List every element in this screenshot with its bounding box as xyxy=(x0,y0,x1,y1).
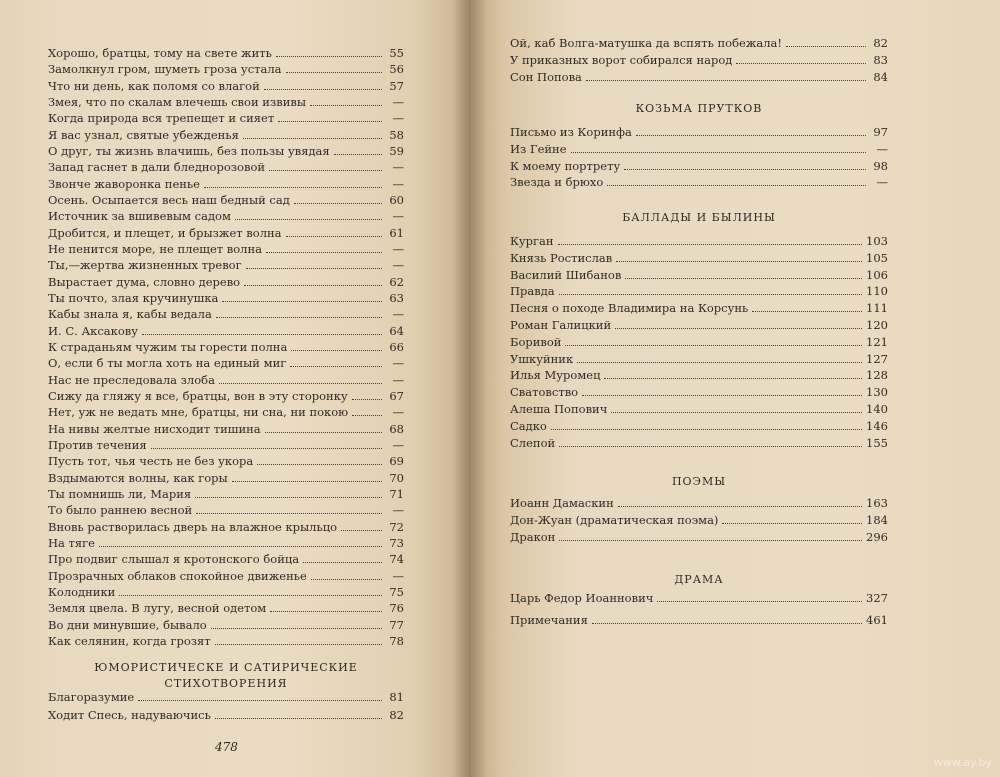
toc-leader-dots xyxy=(592,613,862,624)
toc-entry xyxy=(510,250,888,267)
toc-entry-title: К моему портрету xyxy=(510,159,621,173)
toc-leader-dots xyxy=(311,569,382,580)
toc-entry-page: — xyxy=(392,258,404,272)
toc-entry-title: Иоанн Дамаскин xyxy=(510,496,614,510)
toc-entry-page: — xyxy=(392,177,404,191)
toc-entry xyxy=(510,512,888,529)
toc-entry xyxy=(48,486,404,503)
toc-entry-title: Запад гаснет в дали бледнорозовой xyxy=(48,160,266,174)
toc-entry xyxy=(48,404,404,421)
toc-entry-title: И. С. Аксакову xyxy=(48,324,138,338)
toc-entry-title: Правда xyxy=(510,284,555,298)
toc-entry xyxy=(48,470,404,487)
toc-entry-title: У приказных ворот собирался народ xyxy=(510,53,733,67)
toc-leader-dots xyxy=(582,385,862,396)
toc-entry-title: Примечания xyxy=(510,613,588,627)
toc-leader-dots xyxy=(607,175,866,186)
toc-entry-page: 71 xyxy=(389,487,404,501)
toc-entry xyxy=(48,78,404,95)
toc-entry xyxy=(48,110,404,127)
toc-leader-dots xyxy=(195,487,382,498)
toc-entry xyxy=(510,495,888,512)
toc-entry-page: 296 xyxy=(866,530,888,544)
toc-entry-page: — xyxy=(392,160,404,174)
toc-leader-dots xyxy=(264,79,382,90)
toc-entry-title: Пусть тот, чья честь не без укора xyxy=(48,454,254,468)
toc-leader-dots xyxy=(196,503,382,514)
toc-entry-title: Вырастает дума, словно дерево xyxy=(48,275,241,289)
toc-entry-title: Князь Ростислав xyxy=(510,251,613,265)
toc-entry-page: 59 xyxy=(389,144,404,158)
toc-entry-page: — xyxy=(392,503,404,517)
watermark: www.ay.by xyxy=(933,756,992,769)
toc-leader-dots xyxy=(551,419,862,430)
toc-leader-dots xyxy=(286,62,382,73)
toc-entry-title: К страданьям чужим ты горести полна xyxy=(48,340,288,354)
left-page xyxy=(0,0,470,777)
toc-leader-dots xyxy=(657,591,862,602)
toc-entry-page: — xyxy=(392,209,404,223)
toc-entry-title: Прозрачных облаков спокойное движенье xyxy=(48,569,307,583)
toc-entry-page: 105 xyxy=(866,251,888,265)
toc-leader-dots xyxy=(577,352,862,363)
toc-entry-page: 76 xyxy=(389,601,404,615)
toc-leader-dots xyxy=(604,368,862,379)
toc-entry-page: 184 xyxy=(866,513,888,527)
toc-entry xyxy=(510,612,888,629)
toc-entry-page: 69 xyxy=(389,454,404,468)
toc-leader-dots xyxy=(244,275,382,286)
toc-leader-dots xyxy=(616,251,862,262)
toc-entry xyxy=(48,306,404,323)
toc-leader-dots xyxy=(211,618,382,629)
toc-entry-page: 81 xyxy=(389,690,404,704)
toc-entry-title: Колодники xyxy=(48,585,116,599)
toc-entry xyxy=(510,124,888,141)
toc-entry-page: 146 xyxy=(866,419,888,433)
toc-leader-dots xyxy=(222,291,382,302)
toc-leader-dots xyxy=(559,530,862,541)
toc-entry-title: Вновь растворилась дверь на влажное крыльцо xyxy=(48,520,338,534)
toc-leader-dots xyxy=(138,690,382,701)
toc-entry xyxy=(48,568,404,585)
toc-entry xyxy=(48,633,404,650)
toc-entry-title: Как селянин, когда грозят xyxy=(48,634,211,648)
toc-entry xyxy=(48,453,404,470)
toc-entry xyxy=(48,339,404,356)
toc-entry xyxy=(510,141,888,158)
toc-entry-page: 111 xyxy=(866,301,888,315)
toc-entry-page: — xyxy=(392,111,404,125)
toc-entry-title: Против течения xyxy=(48,438,147,452)
toc-entry-page: 78 xyxy=(389,634,404,648)
toc-leader-dots xyxy=(243,128,382,139)
toc-entry-page: — xyxy=(876,142,888,156)
toc-entry-title: Про подвиг слышал я кротонского бойца xyxy=(48,552,300,566)
toc-entry-page: 70 xyxy=(389,471,404,485)
toc-leader-dots xyxy=(215,634,382,645)
toc-entry xyxy=(48,323,404,340)
section-heading-line: ЮМОРИСТИЧЕСКЕ И САТИРИЧЕСКИЕ xyxy=(94,661,358,674)
toc-entry xyxy=(48,584,404,601)
toc-entry-title: Источник за вшивевым садом xyxy=(48,209,231,223)
toc-entry xyxy=(48,159,404,176)
toc-entry xyxy=(48,689,404,706)
toc-entry-page: 56 xyxy=(389,62,404,76)
toc-entry xyxy=(48,290,404,307)
section-heading: КОЗЬМА ПРУТКОВ xyxy=(635,102,763,115)
toc-entry xyxy=(48,600,404,617)
toc-entry xyxy=(48,707,404,724)
toc-entry-title: Звонче жаворонка пенье xyxy=(48,177,200,191)
toc-entry-title: Сон Попова xyxy=(510,70,582,84)
toc-entry-title: Дон-Жуан (драматическая поэма) xyxy=(510,513,719,527)
toc-entry-title: Письмо из Коринфа xyxy=(510,125,632,139)
toc-entry-title: Осень. Осыпается весь наш бедный сад xyxy=(48,193,290,207)
toc-leader-dots xyxy=(204,177,382,188)
toc-leader-dots xyxy=(119,585,382,596)
toc-entry-title: Песня о походе Владимира на Корсунь xyxy=(510,301,749,315)
toc-entry-page: 57 xyxy=(389,79,404,93)
toc-leader-dots xyxy=(246,258,382,269)
toc-leader-dots xyxy=(269,160,382,171)
toc-entry-title: Ты помнишь ли, Мария xyxy=(48,487,192,501)
toc-leader-dots xyxy=(216,307,382,318)
toc-entry xyxy=(48,241,404,258)
toc-entry xyxy=(48,617,404,634)
toc-entry-title: То было раннею весной xyxy=(48,503,193,517)
toc-leader-dots xyxy=(99,536,382,547)
toc-entry-page: 130 xyxy=(866,385,888,399)
toc-entry-title: Курган xyxy=(510,234,554,248)
toc-entry xyxy=(48,45,404,62)
toc-entry-page: — xyxy=(392,356,404,370)
toc-entry-page: 77 xyxy=(389,618,404,632)
toc-entry-title: Дробится, и плещет, и брызжет волна xyxy=(48,226,282,240)
toc-leader-dots xyxy=(559,436,862,447)
toc-entry-title: Алеша Попович xyxy=(510,402,608,416)
toc-entry-title: О, если б ты могла хоть на единый миг xyxy=(48,356,287,370)
toc-entry-title: Хорошо, братцы, тому на свете жить xyxy=(48,46,272,60)
toc-leader-dots xyxy=(219,373,382,384)
toc-entry-page: 82 xyxy=(873,36,888,50)
toc-entry-page: 72 xyxy=(389,520,404,534)
toc-entry-page: 327 xyxy=(866,591,888,605)
toc-entry xyxy=(510,590,888,607)
toc-leader-dots xyxy=(341,520,382,531)
toc-entry xyxy=(48,551,404,568)
toc-entry xyxy=(48,274,404,291)
toc-leader-dots xyxy=(624,159,866,170)
toc-entry xyxy=(510,158,888,175)
toc-entry xyxy=(510,174,888,191)
toc-entry-page: 127 xyxy=(866,352,888,366)
toc-entry-page: 83 xyxy=(873,53,888,67)
toc-leader-dots xyxy=(736,53,866,64)
section-heading: БАЛЛАДЫ И БЫЛИНЫ xyxy=(622,211,776,224)
toc-entry xyxy=(48,176,404,193)
toc-entry-title: Вздымаются волны, как горы xyxy=(48,471,228,485)
toc-entry xyxy=(510,418,888,435)
toc-entry-title: Сватовство xyxy=(510,385,579,399)
toc-entry-page: — xyxy=(392,438,404,452)
toc-entry xyxy=(48,208,404,225)
toc-leader-dots xyxy=(571,142,866,153)
toc-entry-title: На тяге xyxy=(48,536,95,550)
toc-entry-title: Кабы знала я, кабы ведала xyxy=(48,307,212,321)
toc-leader-dots xyxy=(636,125,866,136)
toc-entry xyxy=(510,351,888,368)
toc-leader-dots xyxy=(266,242,382,253)
toc-entry xyxy=(48,519,404,536)
toc-entry-title: Земля цвела. В лугу, весной одетом xyxy=(48,601,267,615)
toc-entry xyxy=(510,233,888,250)
toc-entry-page: 140 xyxy=(866,402,888,416)
toc-leader-dots xyxy=(270,601,382,612)
toc-entry-page: 58 xyxy=(389,128,404,142)
toc-entry xyxy=(510,300,888,317)
toc-entry-title: Когда природа вся трепещет и сияет xyxy=(48,111,275,125)
toc-leader-dots xyxy=(558,234,862,245)
section-heading-humor xyxy=(48,660,404,692)
toc-entry-page: 64 xyxy=(389,324,404,338)
toc-entry-page: 461 xyxy=(866,613,888,627)
toc-entry-page: — xyxy=(392,307,404,321)
toc-entry-page: — xyxy=(392,95,404,109)
toc-entry-page: 67 xyxy=(389,389,404,403)
toc-leader-dots xyxy=(303,552,382,563)
toc-entry-title: Звезда и брюхо xyxy=(510,175,604,189)
toc-entry-page: 73 xyxy=(389,536,404,550)
toc-entry-title: Слепой xyxy=(510,436,556,450)
toc-leader-dots xyxy=(286,226,382,237)
toc-leader-dots xyxy=(142,324,382,335)
toc-leader-dots xyxy=(278,111,382,122)
toc-entry-page: — xyxy=(392,373,404,387)
toc-leader-dots xyxy=(291,340,382,351)
toc-entry-title: Царь Федор Иоаннович xyxy=(510,591,654,605)
toc-entry-title: Ушкуйник xyxy=(510,352,574,366)
toc-entry xyxy=(510,317,888,334)
toc-entry xyxy=(510,529,888,546)
toc-entry xyxy=(510,35,888,52)
toc-entry-title: Благоразумие xyxy=(48,690,135,704)
toc-entry xyxy=(48,437,404,454)
toc-leader-dots xyxy=(290,356,382,367)
toc-entry-page: 155 xyxy=(866,436,888,450)
toc-entry-page: 63 xyxy=(389,291,404,305)
toc-entry xyxy=(48,535,404,552)
toc-entry-page: 110 xyxy=(866,284,888,298)
toc-entry xyxy=(48,355,404,372)
toc-entry-title: Ты почто, злая кручинушка xyxy=(48,291,219,305)
toc-entry xyxy=(510,435,888,452)
toc-leader-dots xyxy=(752,301,862,312)
toc-leader-dots xyxy=(294,193,382,204)
page-number: 478 xyxy=(215,740,238,754)
toc-entry-title: Нас не преследовала злоба xyxy=(48,373,215,387)
toc-entry-page: 106 xyxy=(866,268,888,282)
toc-leader-dots xyxy=(611,402,862,413)
toc-entry xyxy=(510,401,888,418)
toc-entry-page: 66 xyxy=(389,340,404,354)
toc-entry xyxy=(510,52,888,69)
toc-leader-dots xyxy=(276,46,382,57)
toc-entry-title: Я вас узнал, святые убежденья xyxy=(48,128,239,142)
toc-entry xyxy=(510,283,888,300)
toc-entry-title: О друг, ты жизнь влачишь, без пользы увядая xyxy=(48,144,330,158)
toc-leader-dots xyxy=(352,389,382,400)
toc-entry-title: Что ни день, как поломя со влагой xyxy=(48,79,260,93)
toc-entry-page: — xyxy=(876,175,888,189)
toc-entry-page: 98 xyxy=(873,159,888,173)
toc-entry-title: Василий Шибанов xyxy=(510,268,622,282)
toc-entry-title: Змея, что по скалам влечешь свои извивы xyxy=(48,95,306,109)
toc-entry xyxy=(48,388,404,405)
toc-entry-title: Ой, каб Волга-матушка да вспять побежала! xyxy=(510,36,783,50)
toc-entry-title: Садко xyxy=(510,419,547,433)
toc-entry-page: 163 xyxy=(866,496,888,510)
toc-entry-page: 82 xyxy=(389,708,404,722)
toc-entry-title: Роман Галицкий xyxy=(510,318,612,332)
toc-entry xyxy=(48,502,404,519)
toc-entry xyxy=(48,421,404,438)
toc-entry xyxy=(48,143,404,160)
toc-entry-page: 128 xyxy=(866,368,888,382)
toc-leader-dots xyxy=(235,209,382,220)
toc-entry-page: — xyxy=(392,569,404,583)
toc-entry-page: 103 xyxy=(866,234,888,248)
toc-entry-title: Илья Муромец xyxy=(510,368,601,382)
toc-entry-page: 84 xyxy=(873,70,888,84)
toc-entry-page: 120 xyxy=(866,318,888,332)
toc-leader-dots xyxy=(615,318,862,329)
toc-entry-title: На нивы желтые нисходит тишина xyxy=(48,422,261,436)
toc-leader-dots xyxy=(151,438,382,449)
toc-entry-title: Замолкнул гром, шуметь гроза устала xyxy=(48,62,282,76)
toc-entry-page: 68 xyxy=(389,422,404,436)
toc-entry xyxy=(510,367,888,384)
toc-leader-dots xyxy=(265,422,382,433)
toc-entry-page: 62 xyxy=(389,275,404,289)
toc-entry-title: Сижу да гляжу я все, братцы, вон в эту сторонку xyxy=(48,389,348,403)
toc-leader-dots xyxy=(215,708,382,719)
toc-entry-title: Во дни минувшие, бывало xyxy=(48,618,207,632)
toc-leader-dots xyxy=(257,454,382,465)
toc-entry-title: Ходит Спесь, надуваючись xyxy=(48,708,211,722)
toc-entry-page: 75 xyxy=(389,585,404,599)
toc-leader-dots xyxy=(352,405,382,416)
toc-entry-page: 97 xyxy=(873,125,888,139)
toc-entry-page: — xyxy=(392,405,404,419)
toc-entry xyxy=(48,127,404,144)
toc-leader-dots xyxy=(586,70,866,81)
toc-entry xyxy=(510,69,888,86)
toc-entry xyxy=(510,384,888,401)
toc-leader-dots xyxy=(618,496,862,507)
right-page xyxy=(470,0,1000,777)
toc-entry-title: Не пенится море, не плещет волна xyxy=(48,242,262,256)
toc-leader-dots xyxy=(565,335,862,346)
toc-entry xyxy=(48,94,404,111)
section-heading: ДРАМА xyxy=(674,573,724,586)
section-heading: ПОЭМЫ xyxy=(671,475,727,488)
toc-leader-dots xyxy=(625,268,862,279)
toc-leader-dots xyxy=(559,284,862,295)
toc-entry-title: Боривой xyxy=(510,335,562,349)
toc-leader-dots xyxy=(310,95,382,106)
toc-entry-page: 55 xyxy=(389,46,404,60)
toc-entry-page: 61 xyxy=(389,226,404,240)
toc-leader-dots xyxy=(786,36,866,47)
toc-entry-title: Дракон xyxy=(510,530,556,544)
toc-leader-dots xyxy=(722,513,862,524)
toc-entry xyxy=(48,372,404,389)
toc-entry xyxy=(48,225,404,242)
toc-entry xyxy=(48,61,404,78)
toc-entry xyxy=(510,334,888,351)
toc-entry-page: — xyxy=(392,242,404,256)
section-heading-line: СТИХОТВОРЕНИЯ xyxy=(164,677,288,690)
toc-entry-title: Из Гейне xyxy=(510,142,567,156)
toc-entry xyxy=(510,267,888,284)
toc-entry-title: Ты,—жертва жизненных тревог xyxy=(48,258,242,272)
toc-entry-page: 121 xyxy=(866,335,888,349)
toc-entry xyxy=(48,192,404,209)
toc-entry-page: 74 xyxy=(389,552,404,566)
toc-entry-page: 60 xyxy=(389,193,404,207)
toc-entry-title: Нет, уж не ведать мне, братцы, ни сна, ни покою xyxy=(48,405,349,419)
toc-leader-dots xyxy=(334,144,382,155)
toc-entry xyxy=(48,257,404,274)
toc-leader-dots xyxy=(232,471,382,482)
